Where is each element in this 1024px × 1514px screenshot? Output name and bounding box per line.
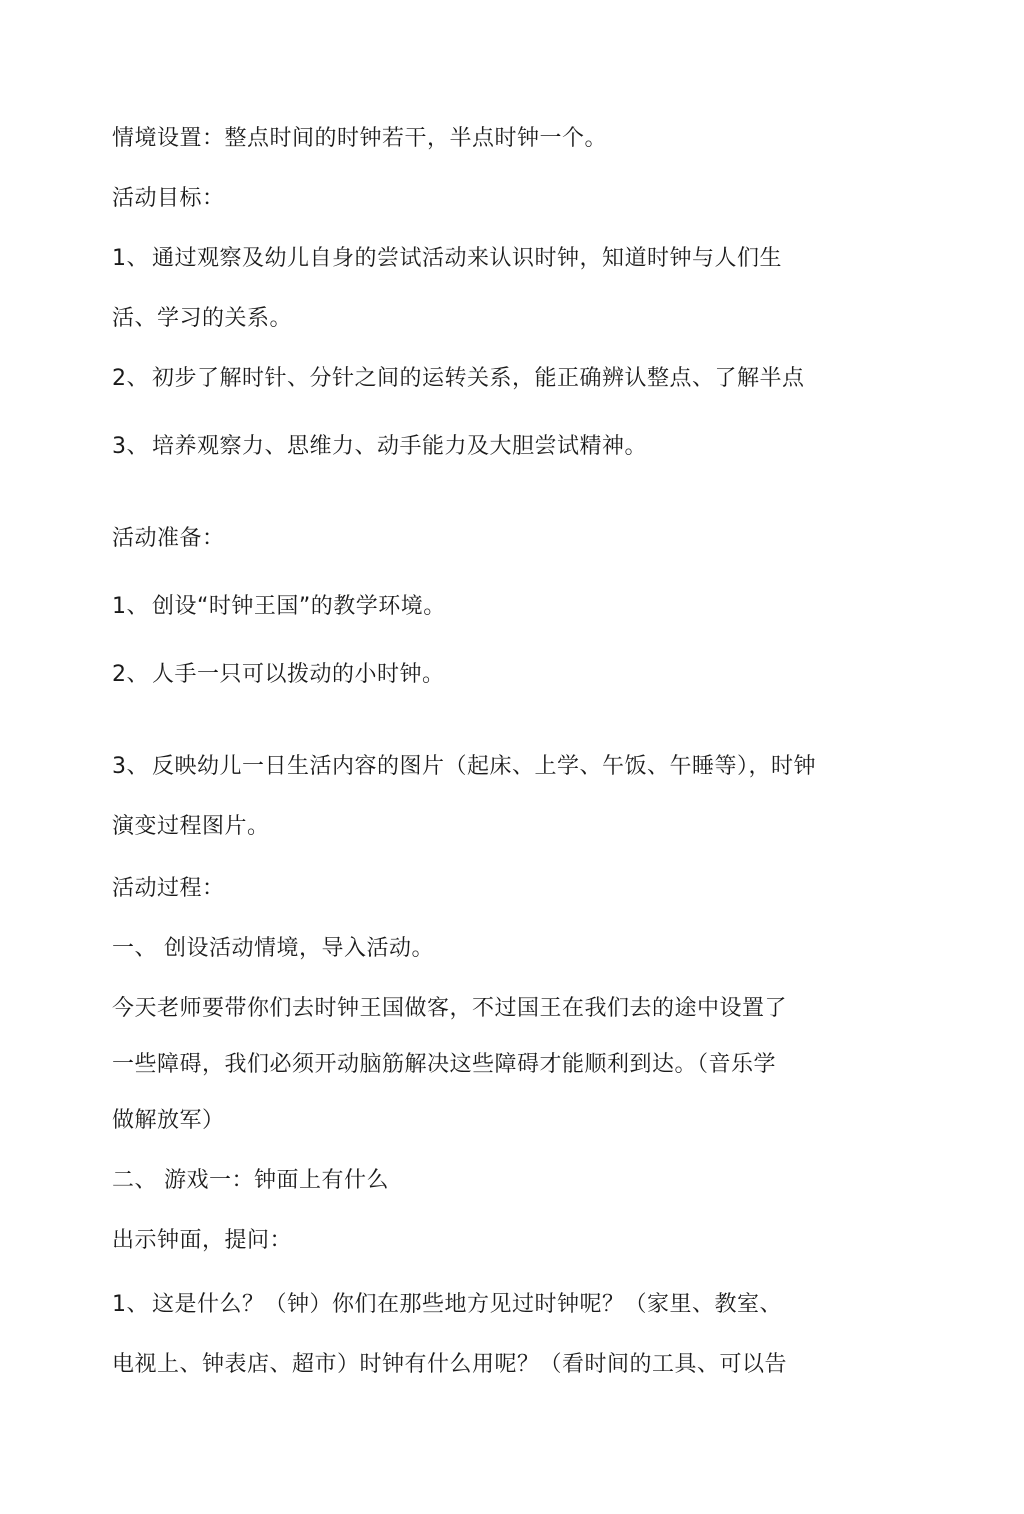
goal-1-text-a: 通过观察及幼儿自身的尝试活动来认识时钟，知道时钟与人们生: [152, 246, 783, 271]
process-heading: [112, 874, 225, 904]
prep-heading: [112, 524, 225, 554]
step-1-paragraph-line-3: [112, 1106, 225, 1136]
goal-3-text: 培养观察力、思维力、动手能力及大胆尝试精神。: [152, 434, 648, 459]
prep-2-text: 人手一只可以拨动的小时钟。: [152, 662, 445, 687]
question-1-line-1: [112, 1290, 782, 1320]
goals-heading: [112, 184, 225, 214]
prep-3-line-1: [112, 752, 816, 782]
step-1-line: [112, 934, 434, 964]
goal-2-number: 2、: [112, 366, 149, 391]
prep-3-number: 3、: [112, 754, 149, 779]
goal-2-line: [112, 364, 805, 394]
step-1-paragraph-a: 今天老师要带你们去时钟王国做客，不过国王在我们去的途中设置了: [112, 996, 788, 1021]
prep-3-line-2: [112, 812, 270, 842]
step-1-paragraph-c: 做解放军）: [112, 1108, 225, 1133]
prep-3-text-b: 演变过程图片。: [112, 814, 270, 839]
goal-1-text-b: 活、学习的关系。: [112, 306, 293, 331]
setting-line: [112, 124, 607, 154]
prep-2-number: 2、: [112, 662, 149, 687]
prep-1-line: [112, 592, 446, 622]
setting-text: 情境设置：整点时间的时钟若干，半点时钟一个。: [112, 126, 608, 151]
question-1-number: 1、: [112, 1292, 149, 1317]
process-heading-text: 活动过程：: [112, 876, 225, 901]
goal-1-line-2: [112, 304, 292, 334]
prep-heading-text: 活动准备：: [112, 526, 225, 551]
question-1-text-b: 电视上、钟表店、超市）时钟有什么用呢？（看时间的工具、可以告: [112, 1352, 788, 1377]
goal-2-text: 初步了解时针、分针之间的运转关系，能正确辨认整点、了解半点: [152, 366, 805, 391]
prep-1-text: 创设“时钟王国”的教学环境。: [152, 594, 446, 619]
step-2-number: 二、: [112, 1168, 158, 1193]
prep-3-text-a: 反映幼儿一日生活内容的图片（起床、上学、午饭、午睡等），时钟: [152, 754, 817, 779]
prep-2-line: [112, 660, 445, 690]
question-1-line-2: [112, 1350, 787, 1380]
step-1-paragraph-line-1: [112, 994, 787, 1024]
step-1-paragraph-b: 一些障碍，我们必须开动脑筋解决这些障碍才能顺利到达。（音乐学: [112, 1052, 777, 1077]
step-2-title: 游戏一：钟面上有什么: [164, 1168, 390, 1193]
step-1-paragraph-line-2: [112, 1050, 776, 1080]
step-2-line: [112, 1166, 389, 1196]
step-1-title: 创设活动情境，导入活动。: [164, 936, 435, 961]
step-1-number: 一、: [112, 936, 158, 961]
question-1-text-a: 这是什么？（钟）你们在那些地方见过时钟呢？（家里、教室、: [152, 1292, 783, 1317]
goal-3-number: 3、: [112, 434, 149, 459]
prep-1-number: 1、: [112, 594, 149, 619]
step-2-intro: 出示钟面，提问：: [112, 1228, 293, 1253]
goals-heading-text: 活动目标：: [112, 186, 225, 211]
step-2-intro-line: [112, 1226, 292, 1256]
goal-1-line-1: [112, 244, 782, 274]
goal-1-number: 1、: [112, 246, 149, 271]
goal-3-line: [112, 432, 647, 462]
